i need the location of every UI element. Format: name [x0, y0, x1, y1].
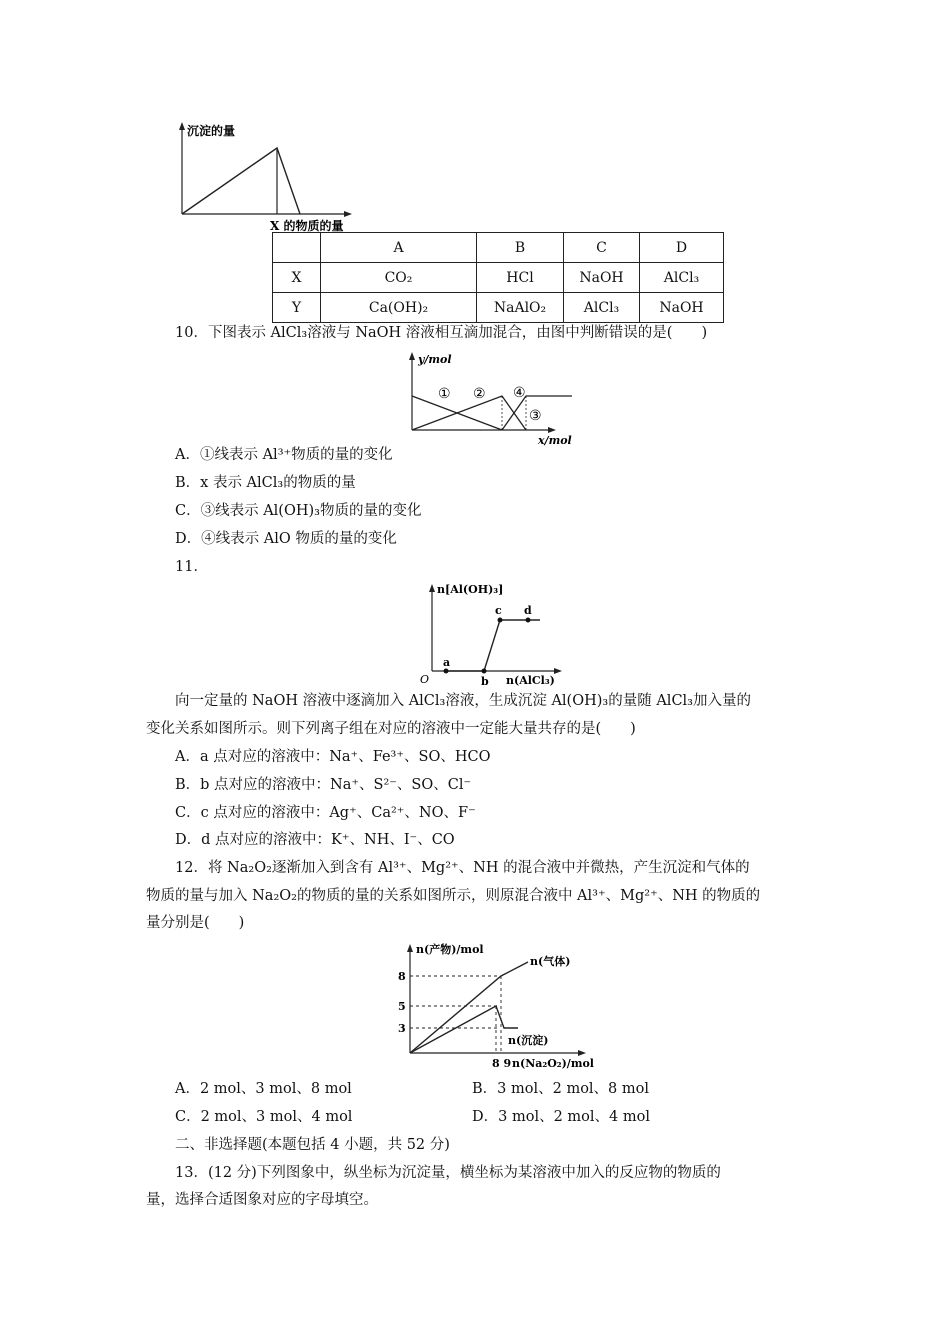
q10-option-d: D．④线表示 AlO 物质的量的变化 — [175, 531, 397, 547]
table-row — [273, 233, 724, 263]
q10-option-b: B．x 表示 AlCl₃的物质的量 — [175, 475, 356, 491]
table-cell — [273, 233, 321, 263]
q11-option-d: D．d 点对应的溶液中：K⁺、NH、I⁻、CO — [175, 832, 455, 848]
q12-stem-3: 量分别是( ) — [146, 915, 245, 931]
q11-xlabel: n(AlCl₃) — [506, 674, 555, 687]
q12-ytick-8: 8 — [398, 970, 406, 983]
q12-ytick-5: 5 — [398, 1000, 406, 1013]
table-cell: A — [321, 233, 477, 263]
q11-ylabel: n[Al(OH)₃] — [437, 583, 504, 596]
table-cell: Y — [273, 293, 321, 323]
q9-ylabel: 沉淀的量 — [187, 124, 236, 138]
table-cell: AlCl₃ — [640, 263, 724, 293]
q9-table — [272, 232, 724, 323]
q10-option-a: A．①线表示 Al³⁺物质的量的变化 — [175, 447, 393, 463]
q12-xlabel: n(Na₂O₂)/mol — [512, 1057, 594, 1070]
q12-chart — [368, 940, 598, 1072]
q12-gas-label: n(气体) — [530, 955, 571, 968]
table-cell: X — [273, 263, 321, 293]
q12-option-c: C．2 mol、3 mol、4 mol — [175, 1109, 353, 1125]
q11-point-a: a — [443, 656, 451, 669]
q11-point-d: d — [524, 604, 532, 617]
q11-origin: O — [420, 673, 430, 686]
table-cell: Ca(OH)₂ — [321, 293, 477, 323]
q10-label-2: ② — [473, 386, 486, 402]
q10-label-3: ③ — [529, 408, 542, 424]
q11-point-b: b — [481, 675, 489, 688]
table-cell: D — [640, 233, 724, 263]
table-row — [273, 293, 724, 323]
q11-option-a: A．a 点对应的溶液中：Na⁺、Fe³⁺、SO、HCO — [175, 749, 491, 765]
q11-chart — [420, 580, 570, 690]
q12-option-a: A．2 mol、3 mol、8 mol — [175, 1081, 352, 1097]
q13-stem-1: 13．(12 分)下列图象中，纵坐标为沉淀量，横坐标为某溶液中加入的反应物的物质的 — [175, 1165, 721, 1181]
q11-point-c: c — [495, 604, 502, 617]
section-heading: 二、非选择题(本题包括 4 小题，共 52 分) — [175, 1137, 450, 1153]
q10-label-1: ① — [438, 386, 451, 402]
q12-ppt-label: n(沉淀) — [508, 1034, 549, 1047]
q10-ylabel: y/mol — [418, 353, 452, 366]
q11-number: 11． — [175, 559, 208, 575]
table-cell: NaOH — [564, 263, 640, 293]
table-cell: AlCl₃ — [564, 293, 640, 323]
q11-stem-1: 向一定量的 NaOH 溶液中逐滴加入 AlCl₃溶液，生成沉淀 Al(OH)₃的量随 AlCl₃加入量的 — [175, 693, 751, 709]
q11-option-c: C．c 点对应的溶液中：Ag⁺、Ca²⁺、NO、F⁻ — [175, 805, 476, 821]
q9-xlabel: X 的物质的量 — [270, 219, 344, 233]
q10-label-4: ④ — [513, 385, 526, 401]
q12-stem-1: 12．将 Na₂O₂逐渐加入到含有 Al³⁺、Mg²⁺、NH 的混合液中并微热，产生沉淀和气体的 — [175, 860, 750, 876]
q11-stem-2: 变化关系如图所示。则下列离子组在对应的溶液中一定能大量共存的是( ) — [146, 721, 636, 737]
q10-option-c: C．③线表示 Al(OH)₃物质的量的变化 — [175, 503, 422, 519]
table-cell: B — [477, 233, 564, 263]
table-cell: NaOH — [640, 293, 724, 323]
q12-option-b: B．3 mol、2 mol、8 mol — [472, 1081, 650, 1097]
q11-option-b: B．b 点对应的溶液中：Na⁺、S²⁻、SO、Cl⁻ — [175, 777, 472, 793]
table-cell: CO₂ — [321, 263, 477, 293]
table-cell: HCl — [477, 263, 564, 293]
q12-option-d: D．3 mol、2 mol、4 mol — [472, 1109, 650, 1125]
table-cell: C — [564, 233, 640, 263]
q12-ylabel: n(产物)/mol — [416, 943, 484, 956]
q13-stem-2: 量，选择合适图象对应的字母填空。 — [146, 1192, 378, 1208]
table-cell: NaAlO₂ — [477, 293, 564, 323]
q10-chart — [400, 350, 580, 448]
q10-xlabel: x/mol — [538, 434, 572, 447]
q9-chart — [170, 118, 370, 236]
table-row — [273, 263, 724, 293]
q10-stem: 10．下图表示 AlCl₃溶液与 NaOH 溶液相互滴加混合，由图中判断错误的是( ) — [175, 325, 708, 341]
q12-ytick-3: 3 — [398, 1022, 406, 1035]
q12-stem-2: 物质的量与加入 Na₂O₂的物质的量的关系如图所示，则原混合液中 Al³⁺、Mg²⁺、NH 的物质的 — [146, 888, 761, 904]
q12-xticks: 8 9 — [492, 1057, 512, 1070]
